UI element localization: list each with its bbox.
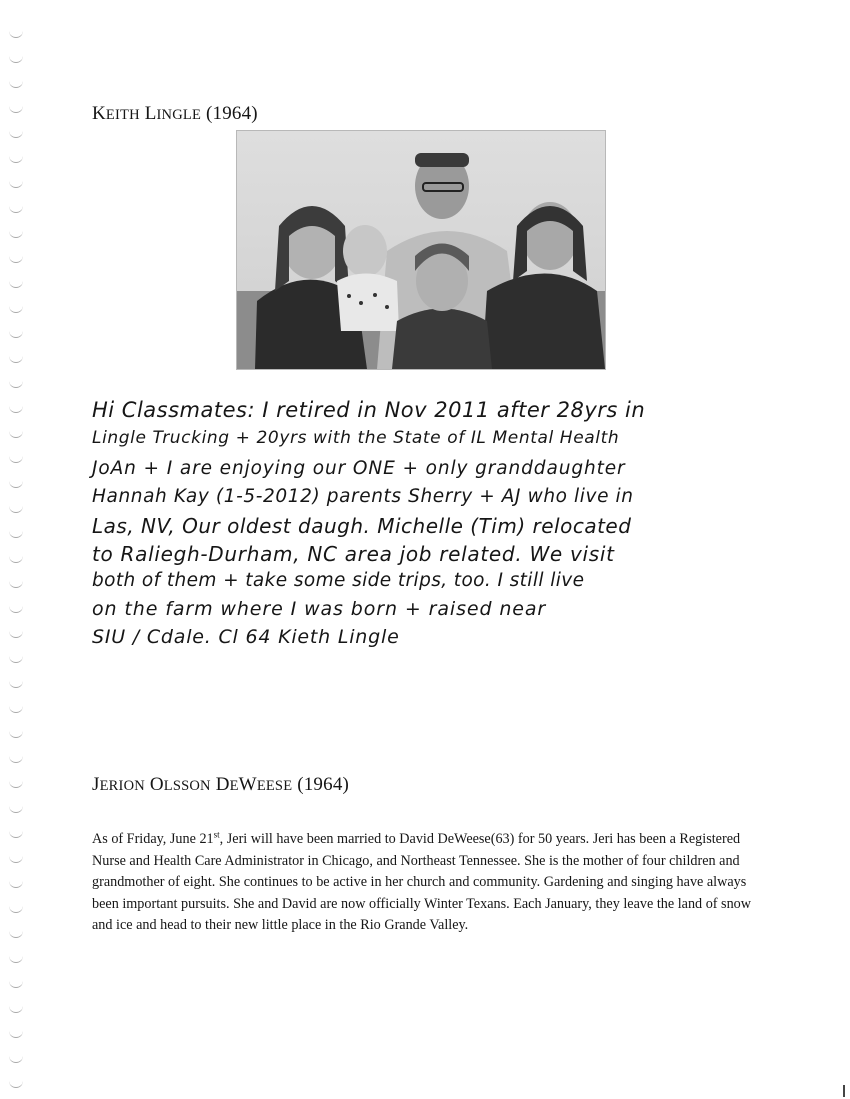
ordinal-suffix: st: [213, 829, 220, 840]
binder-hole-mark: [9, 580, 23, 588]
heading-initial: J: [92, 774, 100, 795]
binder-hole-mark: [9, 505, 23, 513]
bleed-through-text: [372, 595, 672, 835]
binder-hole-mark: [9, 55, 23, 63]
binder-hole-mark: [9, 980, 23, 988]
heading-smallcaps: LSSON: [163, 778, 211, 794]
binder-hole-mark: [9, 105, 23, 113]
binder-hole-mark: [9, 955, 23, 963]
binder-hole-mark: [9, 80, 23, 88]
para-text: , Jeri will have been married to David DeWeese(63) for 50 years. Jeri has been a Registered Nurse and Health Care Administrator in Chicago, and Northeast Tennessee. She is the mother of four children and grandmother of eight. She continues to be active in her church and community. Gardening and singing have always been important pursuits. She and David are now officially Winter Texans. Each January, they leave the land of snow and ice and head to their new little place in the Rio Grande Valley.: [92, 831, 752, 933]
binder-hole-mark: [9, 455, 23, 463]
binder-hole-mark: [9, 730, 23, 738]
binder-hole-mark: [9, 155, 23, 163]
heading-smallcaps: ERION: [99, 778, 145, 794]
binder-hole-mark: [9, 905, 23, 913]
binder-holes: [0, 0, 40, 1099]
binder-hole-mark: [9, 430, 23, 438]
note-line: on the farm where I was born + raised near: [92, 598, 547, 620]
bio-paragraph: [92, 829, 772, 937]
heading-initial: K: [92, 103, 106, 124]
note-line: Lingle Trucking + 20yrs with the State of IL Mental Health: [92, 428, 620, 448]
binder-hole-mark: [9, 780, 23, 788]
para-text: As of Friday, June 21: [92, 831, 214, 847]
binder-hole-mark: [9, 280, 23, 288]
heading-initial: L: [144, 103, 157, 124]
heading-year: (1964): [205, 103, 258, 124]
family-photo-image: [237, 131, 605, 369]
heading-initial: W: [238, 774, 257, 795]
binder-hole-mark: [9, 530, 23, 538]
binder-hole-mark: [9, 830, 23, 838]
heading-smallcaps: INGLE: [156, 107, 202, 123]
binder-hole-mark: [9, 355, 23, 363]
heading-smallcaps: EITH: [105, 107, 140, 123]
binder-hole-mark: [9, 330, 23, 338]
heading-smallcaps: EESE: [256, 778, 293, 794]
binder-hole-mark: [9, 880, 23, 888]
binder-hole-mark: [9, 205, 23, 213]
binder-hole-mark: [9, 805, 23, 813]
note-line: JoAn + I are enjoying our ONE + only granddaughter: [92, 458, 626, 479]
heading-year: (1964): [297, 774, 350, 795]
note-line: both of them + take some side trips, too. I still live: [92, 570, 585, 591]
binder-hole-mark: [9, 555, 23, 563]
section-heading-keith-lingle: [92, 103, 258, 125]
heading-initial: O: [149, 774, 164, 795]
binder-hole-mark: [9, 755, 23, 763]
binder-hole-mark: [9, 930, 23, 938]
heading-initial: D: [215, 774, 230, 795]
note-line: to Raliegh-Durham, NC area job related. We visit: [92, 542, 615, 566]
binder-hole-mark: [9, 1005, 23, 1013]
family-photo: [236, 130, 606, 370]
note-line: Hi Classmates: I retired in Nov 2011 after 28yrs in: [92, 398, 646, 422]
binder-hole-mark: [9, 30, 23, 38]
binder-hole-mark: [9, 630, 23, 638]
binder-hole-mark: [9, 1030, 23, 1038]
scan-edge-mark: [843, 1085, 845, 1097]
section-heading-jerion-olsson-deweese: [92, 774, 349, 796]
binder-hole-mark: [9, 130, 23, 138]
binder-hole-mark: [9, 305, 23, 313]
binder-hole-mark: [9, 655, 23, 663]
note-line: Hannah Kay (1-5-2012) parents Sherry + AJ who live in: [92, 486, 634, 507]
binder-hole-mark: [9, 680, 23, 688]
binder-hole-mark: [9, 1055, 23, 1063]
binder-hole-mark: [9, 255, 23, 263]
note-line: SIU / Cdale. Cl 64 Kieth Lingle: [92, 626, 400, 648]
binder-hole-mark: [9, 230, 23, 238]
binder-hole-mark: [9, 480, 23, 488]
binder-hole-mark: [9, 405, 23, 413]
binder-hole-mark: [9, 180, 23, 188]
binder-hole-mark: [9, 380, 23, 388]
heading-smallcaps: E: [229, 778, 239, 794]
binder-hole-mark: [9, 1080, 23, 1088]
binder-hole-mark: [9, 855, 23, 863]
binder-hole-mark: [9, 605, 23, 613]
binder-hole-mark: [9, 705, 23, 713]
note-line: Las, NV, Our oldest daugh. Michelle (Tim) relocated: [92, 514, 632, 538]
